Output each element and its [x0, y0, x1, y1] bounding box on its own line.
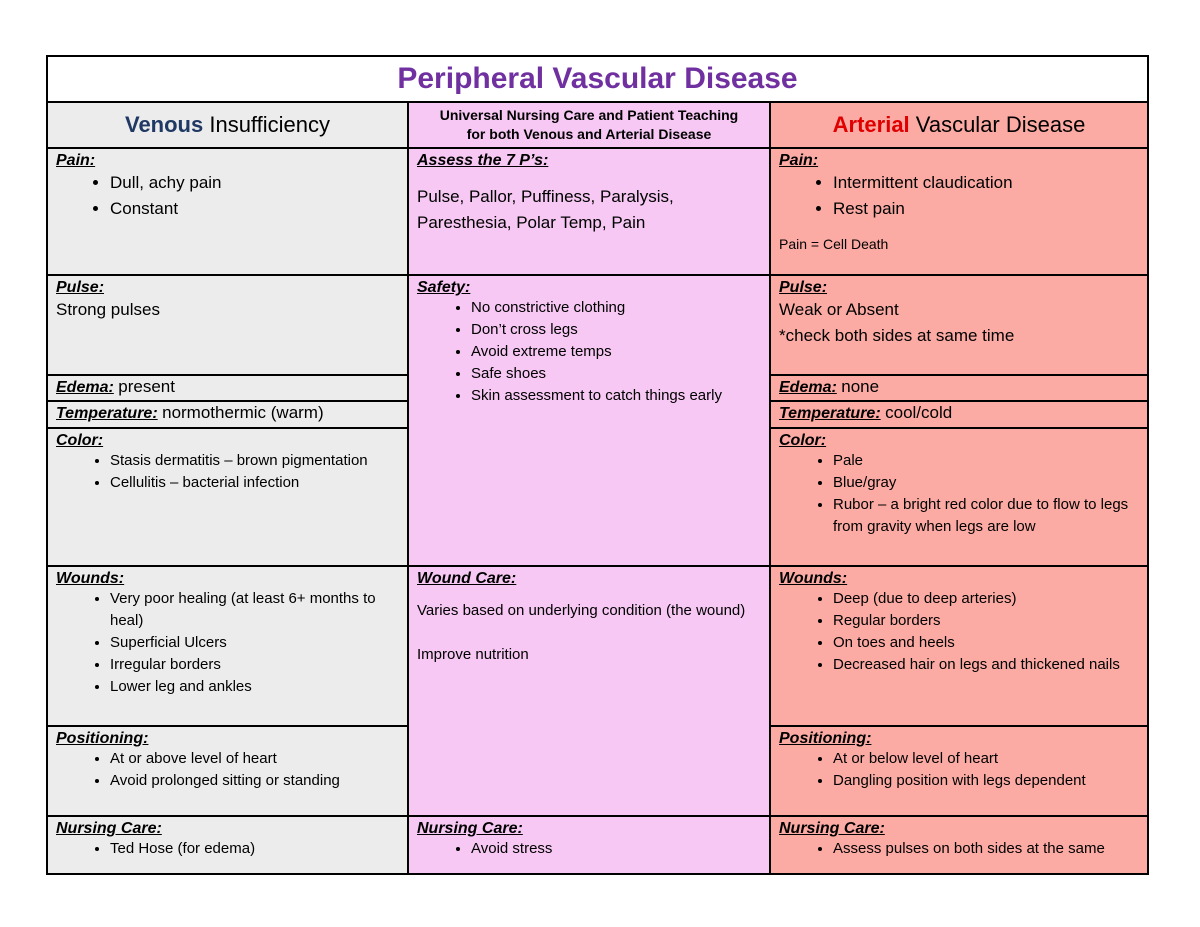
arterial-nursing-label: Nursing Care:	[779, 820, 885, 837]
universal-header-line2: for both Venous and Arterial Disease	[466, 126, 712, 142]
arterial-header	[770, 102, 1148, 148]
universal-nursing-cell	[408, 816, 770, 874]
venous-wounds-label: Wounds:	[56, 570, 125, 587]
arterial-pulse-label: Pulse:	[779, 279, 828, 296]
list-item: • Skin assessment to catch things early	[471, 385, 761, 407]
universal-wound-care-cell	[408, 566, 770, 816]
venous-header	[47, 102, 408, 148]
universal-header-line1: Universal Nursing Care and Patient Teaching	[439, 107, 739, 123]
venous-color-cell	[47, 428, 408, 566]
venous-pulse-value: Strong pulses	[56, 300, 160, 319]
venous-wounds-list	[56, 588, 399, 698]
arterial-temp-label: Temperature:	[779, 405, 881, 422]
list-item: • At or above level of heart	[110, 748, 399, 770]
arterial-positioning-label: Positioning:	[779, 730, 872, 747]
safety-label: Safety:	[417, 279, 471, 296]
list-item: • Safe shoes	[471, 363, 761, 385]
list-item: • Constant	[110, 196, 399, 222]
universal-header	[408, 102, 770, 148]
pvd-table	[46, 55, 1149, 875]
venous-edema-label: Edema:	[56, 379, 114, 396]
list-item: • Deep (due to deep arteries)	[833, 588, 1139, 610]
arterial-positioning-list	[779, 748, 1139, 792]
venous-temp-label: Temperature:	[56, 405, 158, 422]
pain-row	[47, 148, 1148, 275]
list-item: • At or below level of heart	[833, 748, 1139, 770]
venous-color-label: Color:	[56, 432, 104, 449]
arterial-edema-label: Edema:	[779, 379, 837, 396]
arterial-keyword: Arterial	[832, 112, 910, 137]
universal-assess-cell	[408, 148, 770, 275]
safety-list	[417, 297, 761, 407]
list-item: • Superficial Ulcers	[110, 632, 399, 654]
venous-pain-list	[56, 170, 399, 222]
list-item: • Regular borders	[833, 610, 1139, 632]
universal-nursing-list	[417, 838, 761, 860]
pulse-row	[47, 275, 1148, 375]
arterial-edema-value: none	[841, 377, 880, 396]
list-item: • Cellulitis – bacterial infection	[110, 472, 399, 494]
list-item: • Irregular borders	[110, 654, 399, 676]
list-item: • Avoid extreme temps	[471, 341, 761, 363]
list-item: • Lower leg and ankles	[110, 676, 399, 698]
arterial-pain-label: Pain:	[779, 152, 819, 169]
arterial-pulse-line2: *check both sides at same time	[779, 326, 1015, 345]
list-item: • Avoid prolonged sitting or standing	[110, 770, 399, 792]
arterial-nursing-cell	[770, 816, 1148, 874]
list-item: • Blue/gray	[833, 472, 1139, 494]
venous-positioning-label: Positioning:	[56, 730, 149, 747]
universal-nursing-label: Nursing Care:	[417, 820, 523, 837]
venous-positioning-list	[56, 748, 399, 792]
arterial-temp-value: cool/cold	[885, 403, 953, 422]
arterial-edema-cell	[770, 375, 1148, 401]
list-item: • Rest pain	[833, 196, 1139, 222]
arterial-color-label: Color:	[779, 432, 827, 449]
arterial-positioning-cell	[770, 726, 1148, 816]
arterial-pulse-cell	[770, 275, 1148, 375]
list-item: • Intermittent claudication	[833, 170, 1139, 196]
list-item: • Decreased hair on legs and thickened nails	[833, 654, 1139, 676]
list-item: • Stasis dermatitis – brown pigmentation	[110, 450, 399, 472]
title-row	[47, 56, 1148, 102]
arterial-wounds-cell	[770, 566, 1148, 726]
arterial-pain-note: Pain = Cell Death	[779, 236, 889, 252]
list-item: • No constrictive clothing	[471, 297, 761, 319]
venous-temp-value: normothermic (warm)	[162, 403, 324, 422]
venous-nursing-list	[56, 838, 399, 860]
list-item: • Dull, achy pain	[110, 170, 399, 196]
venous-color-list	[56, 450, 399, 494]
venous-pain-cell	[47, 148, 408, 275]
nursing-care-row	[47, 816, 1148, 874]
arterial-color-list	[779, 450, 1139, 538]
wound-care-text1: Varies based on underlying condition (the wound)	[417, 602, 746, 619]
list-item: • Very poor healing (at least 6+ months to heal)	[110, 588, 399, 632]
arterial-pain-cell	[770, 148, 1148, 275]
venous-pulse-label: Pulse:	[56, 279, 105, 296]
list-item: • Dangling position with legs dependent	[833, 770, 1139, 792]
list-item: • Avoid stress	[471, 838, 761, 860]
wounds-row	[47, 566, 1148, 726]
arterial-temp-cell	[770, 401, 1148, 428]
arterial-header-rest: Vascular Disease	[909, 112, 1086, 137]
assess-label: Assess the 7 P’s:	[417, 152, 549, 169]
list-item: • Assess pulses on both sides at the same	[833, 838, 1139, 860]
arterial-pain-list	[779, 170, 1139, 222]
venous-positioning-cell	[47, 726, 408, 816]
list-item: • Don’t cross legs	[471, 319, 761, 341]
venous-edema-value: present	[118, 377, 175, 396]
arterial-nursing-list	[779, 838, 1139, 860]
wound-care-label: Wound Care:	[417, 570, 517, 587]
assess-text: Pulse, Pallor, Puffiness, Paralysis, Paresthesia, Polar Temp, Pain	[417, 187, 674, 232]
venous-edema-cell	[47, 375, 408, 401]
universal-safety-cell	[408, 275, 770, 566]
venous-nursing-cell	[47, 816, 408, 874]
venous-header-rest: Insufficiency	[203, 112, 331, 137]
venous-keyword: Venous	[124, 112, 204, 137]
list-item: • Pale	[833, 450, 1139, 472]
arterial-wounds-list	[779, 588, 1139, 676]
arterial-color-cell	[770, 428, 1148, 566]
page-title: Peripheral Vascular Disease	[47, 56, 1148, 102]
venous-pulse-cell	[47, 275, 408, 375]
list-item: • Ted Hose (for edema)	[110, 838, 399, 860]
list-item: • Rubor – a bright red color due to flow to legs from gravity when legs are low	[833, 494, 1139, 538]
venous-pain-label: Pain:	[56, 152, 96, 169]
arterial-pulse-line1: Weak or Absent	[779, 300, 899, 319]
wound-care-text2: Improve nutrition	[417, 646, 529, 663]
list-item: • On toes and heels	[833, 632, 1139, 654]
header-row	[47, 102, 1148, 148]
venous-temp-cell	[47, 401, 408, 428]
arterial-wounds-label: Wounds:	[779, 570, 848, 587]
venous-nursing-label: Nursing Care:	[56, 820, 162, 837]
venous-wounds-cell	[47, 566, 408, 726]
